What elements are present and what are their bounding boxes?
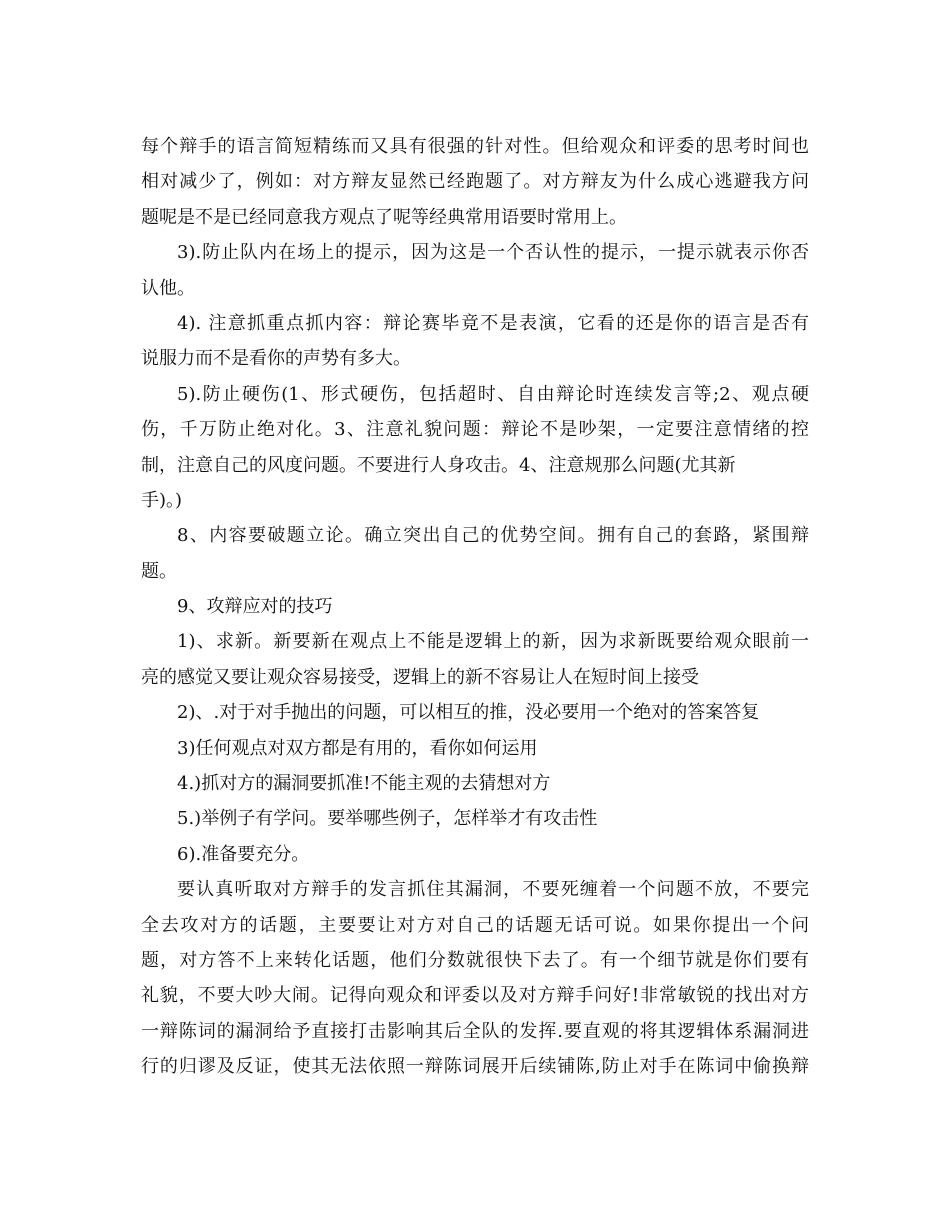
text-line: 6).准备要充分。 xyxy=(177,843,310,865)
text-line: 认他。 xyxy=(141,277,195,299)
text-line: 题，对方答不上来转化话题，他们分数就很快下去了。有一个细节就是你们要有 xyxy=(141,949,809,971)
text-line: 2)、.对于对手抛出的问题，可以相互的推，没必要用一个绝对的答案答复 xyxy=(177,702,760,724)
text-line: 4.)抓对方的漏洞要抓准!不能主观的去猜想对方 xyxy=(177,773,551,795)
text-line: 9、攻辩应对的技巧 xyxy=(177,596,333,618)
text-line: 题。 xyxy=(141,560,177,582)
text-line: 制，注意自己的风度问题。不要进行人身攻击。4、注意规那么问题(尤其新 xyxy=(141,454,736,476)
text-line: 题呢是不是已经同意我方观点了呢等经典常用语要时常用上。 xyxy=(141,206,627,228)
text-line: 相对减少了，例如：对方辩友显然已经跑题了。对方辩友为什么成心逃避我方问 xyxy=(141,171,809,193)
text-line: 行的归谬及反证，使其无法依照一辩陈词展开后续铺陈,防止对手在陈词中偷换辩 xyxy=(141,1056,809,1078)
text-line: 5).防止硬伤(1、形式硬伤，包括超时、自由辩论时连续发言等;2、观点硬 xyxy=(177,383,809,405)
text-line: 全去攻对方的话题，主要要让对方对自己的话题无话可说。如果你提出一个问 xyxy=(141,914,809,936)
text-line: 5.)举例子有学问。要举哪些例子，怎样举才有攻击性 xyxy=(177,808,598,830)
text-line: 要认真听取对方辩手的发言抓住其漏洞，不要死缠着一个问题不放，不要完 xyxy=(177,879,809,901)
text-line: 每个辩手的语言简短精练而又具有很强的针对性。但给观众和评委的思考时间也 xyxy=(141,136,809,157)
text-line: 亮的感觉又要让观众容易接受，逻辑上的新不容易让人在短时间上接受 xyxy=(141,666,699,688)
text-line: 4). 注意抓重点抓内容：辩论赛毕竟不是表演，它看的还是你的语言是否有 xyxy=(177,312,809,334)
text-line: 说服力而不是看你的声势有多大。 xyxy=(141,348,411,370)
text-line: 1)、求新。新要新在观点上不能是逻辑上的新，因为求新既要给观众眼前一 xyxy=(177,631,809,653)
text-line: 8、内容要破题立论。确立突出自己的优势空间。拥有自己的套路，紧围辩 xyxy=(177,525,809,547)
text-line: 一辩陈词的漏洞给予直接打击影响其后全队的发挥.要直观的将其逻辑体系漏洞进 xyxy=(141,1020,809,1042)
text-line: 3)任何观点对双方都是有用的，看你如何运用 xyxy=(177,737,538,759)
text-line: 礼貌，不要大吵大闹。记得向观众和评委以及对方辩手问好!非常敏锐的找出对方 xyxy=(141,985,809,1007)
text-line: 3).防止队内在场上的提示，因为这是一个否认性的提示，一提示就表示你否 xyxy=(177,242,809,264)
document-page xyxy=(141,129,809,1085)
text-line: 伤，千万防止绝对化。3、注意礼貌问题：辩论不是吵架，一定要注意情绪的控 xyxy=(141,419,809,441)
text-line: 手)。) xyxy=(141,489,183,511)
